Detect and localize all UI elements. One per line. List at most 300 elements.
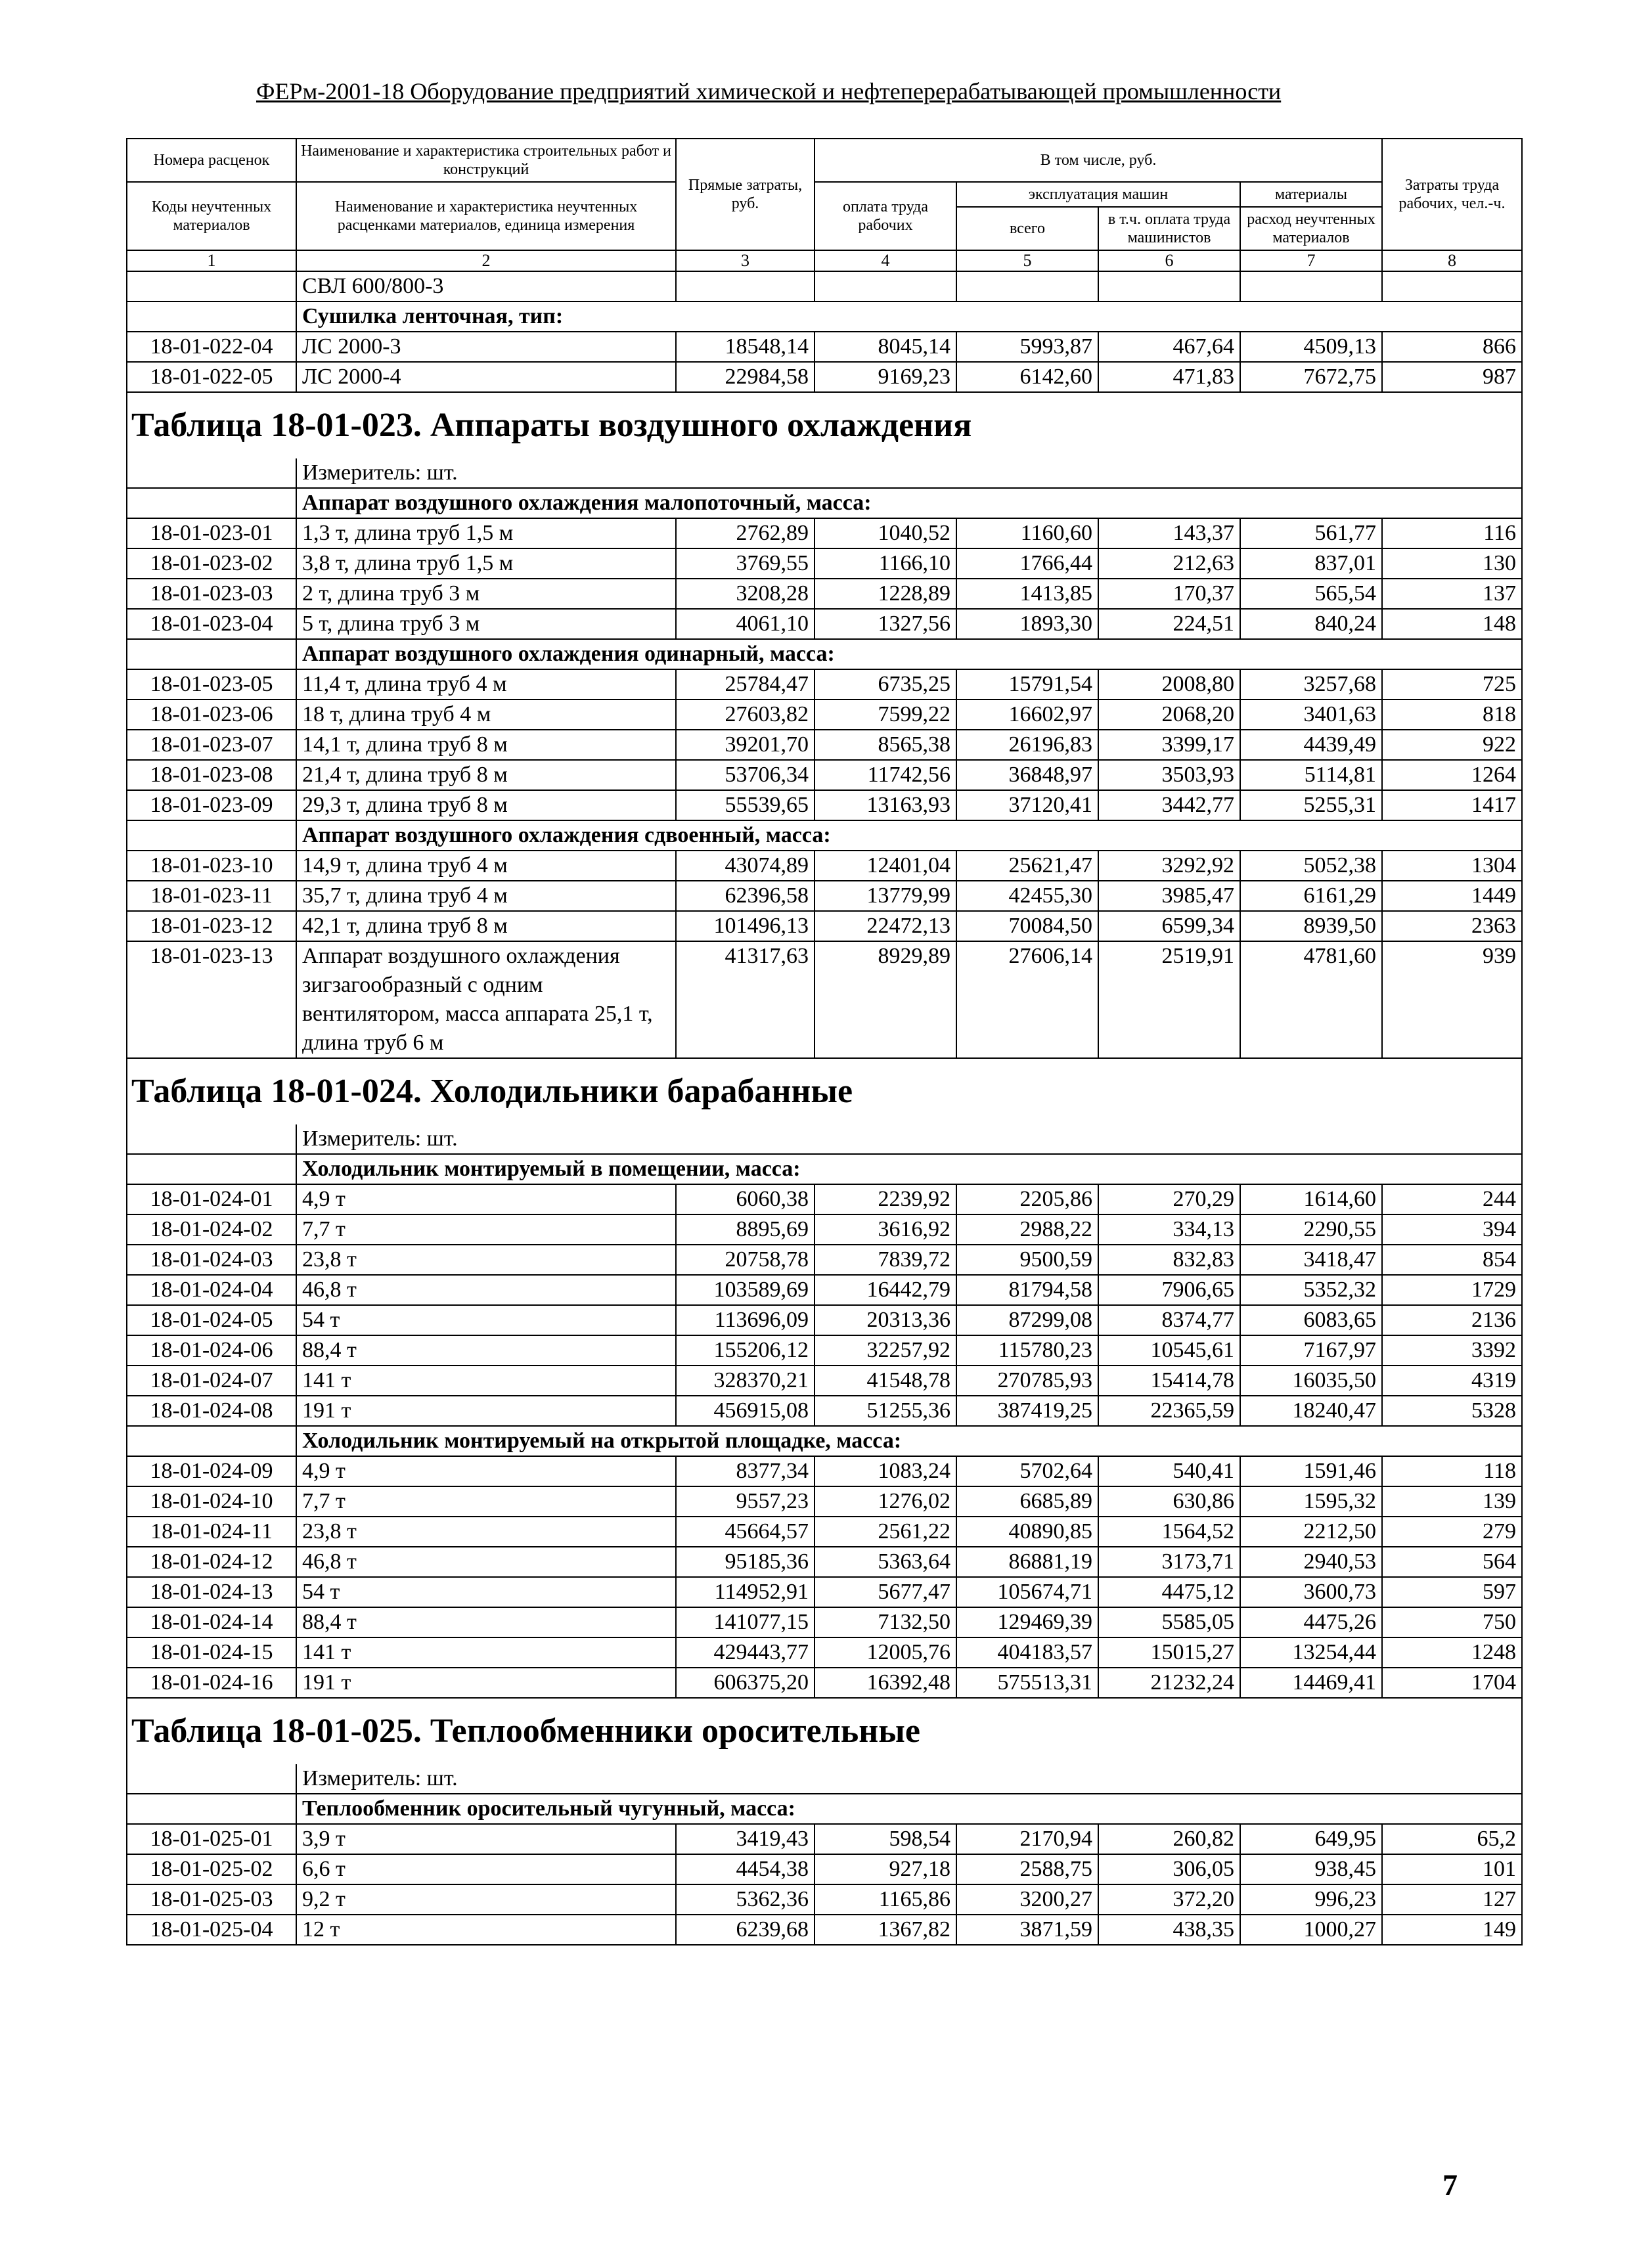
value-cell: 7839,72 [815, 1245, 956, 1275]
table-row [127, 1245, 1522, 1275]
value-cell: 3399,17 [1098, 730, 1240, 760]
value-cell: 3200,27 [956, 1884, 1098, 1915]
rate-code: 18-01-023-10 [127, 851, 296, 881]
value-cell: 456915,08 [676, 1396, 815, 1426]
value-cell: 6239,68 [676, 1915, 815, 1945]
value-cell: 16442,79 [815, 1275, 956, 1305]
rate-code: 18-01-022-04 [127, 332, 296, 362]
value-cell: 1367,82 [815, 1915, 956, 1945]
value-cell: 6735,25 [815, 669, 956, 700]
rate-description: 9,2 т [296, 1884, 676, 1915]
value-cell [956, 271, 1098, 301]
rate-description: 4,9 т [296, 1184, 676, 1214]
table-row [127, 730, 1522, 760]
rate-code: 18-01-023-02 [127, 548, 296, 579]
value-cell: 2068,20 [1098, 700, 1240, 730]
table-row [127, 271, 1522, 301]
value-cell: 27603,82 [676, 700, 815, 730]
value-cell: 130 [1382, 548, 1522, 579]
value-cell: 649,95 [1240, 1824, 1382, 1854]
value-cell: 7672,75 [1240, 362, 1382, 392]
value-cell: 3503,93 [1098, 760, 1240, 790]
measure-unit: Измеритель: шт. [296, 1764, 1522, 1794]
rate-code: 18-01-023-04 [127, 609, 296, 639]
column-number: 8 [1382, 250, 1522, 271]
value-cell: 5363,64 [815, 1547, 956, 1577]
group-heading: Сушилка ленточная, тип: [296, 301, 1522, 332]
group-row [127, 1426, 1522, 1456]
table-row [127, 579, 1522, 609]
value-cell: 116 [1382, 518, 1522, 548]
header-col2-bottom: Наименование и характеристика неучтенных расценками материалов, единица измерения [296, 182, 676, 250]
rate-description: 42,1 т, длина труб 8 м [296, 911, 676, 941]
value-cell: 2940,53 [1240, 1547, 1382, 1577]
value-cell: 438,35 [1098, 1915, 1240, 1945]
group-heading: Холодильник монтируемый в помещении, масса: [296, 1154, 1522, 1184]
value-cell: 4061,10 [676, 609, 815, 639]
table-caption: Таблица 18-01-023. Аппараты воздушного охлаждения [127, 392, 1522, 458]
value-cell: 467,64 [1098, 332, 1240, 362]
value-cell: 143,37 [1098, 518, 1240, 548]
rate-description: 29,3 т, длина труб 8 м [296, 790, 676, 820]
rate-description: СВЛ 600/800-3 [296, 271, 676, 301]
rate-code: 18-01-024-01 [127, 1184, 296, 1214]
rate-description: 88,4 т [296, 1335, 676, 1366]
rate-description: ЛС 2000-3 [296, 332, 676, 362]
value-cell: 5993,87 [956, 332, 1098, 362]
table-caption: Таблица 18-01-025. Теплообменники оросительные [127, 1698, 1522, 1764]
value-cell: 987 [1382, 362, 1522, 392]
table-row [127, 669, 1522, 700]
value-cell: 113696,09 [676, 1305, 815, 1335]
value-cell: 212,63 [1098, 548, 1240, 579]
table-row [127, 1214, 1522, 1245]
value-cell: 25621,47 [956, 851, 1098, 881]
value-cell: 14469,41 [1240, 1668, 1382, 1698]
group-heading: Аппарат воздушного охлаждения малопоточный, масса: [296, 488, 1522, 518]
rate-code: 18-01-023-06 [127, 700, 296, 730]
group-row [127, 639, 1522, 669]
value-cell: 429443,77 [676, 1637, 815, 1668]
value-cell: 1591,46 [1240, 1456, 1382, 1486]
rate-description: 23,8 т [296, 1245, 676, 1275]
value-cell: 1449 [1382, 881, 1522, 911]
value-cell: 1766,44 [956, 548, 1098, 579]
rate-description: 46,8 т [296, 1547, 676, 1577]
value-cell: 2363 [1382, 911, 1522, 941]
value-cell: 5352,32 [1240, 1275, 1382, 1305]
value-cell: 22984,58 [676, 362, 815, 392]
column-number: 4 [815, 250, 956, 271]
value-cell: 2519,91 [1098, 941, 1240, 1058]
value-cell: 2205,86 [956, 1184, 1098, 1214]
value-cell: 224,51 [1098, 609, 1240, 639]
value-cell: 6142,60 [956, 362, 1098, 392]
rate-code: 18-01-024-04 [127, 1275, 296, 1305]
spacer-cell [127, 1154, 296, 1184]
table-row [127, 609, 1522, 639]
measure-row [127, 1124, 1522, 1154]
value-cell: 1040,52 [815, 518, 956, 548]
value-cell: 7132,50 [815, 1607, 956, 1637]
value-cell: 114952,91 [676, 1577, 815, 1607]
column-number: 1 [127, 250, 296, 271]
rate-description: 88,4 т [296, 1607, 676, 1637]
table-row [127, 1517, 1522, 1547]
value-cell: 922 [1382, 730, 1522, 760]
table-row [127, 1335, 1522, 1366]
table-row [127, 1607, 1522, 1637]
value-cell: 5114,81 [1240, 760, 1382, 790]
value-cell: 565,54 [1240, 579, 1382, 609]
group-heading: Аппарат воздушного охлаждения одинарный, масса: [296, 639, 1522, 669]
value-cell: 387419,25 [956, 1396, 1098, 1426]
rate-description: 54 т [296, 1305, 676, 1335]
header-including: В том числе, руб. [815, 139, 1382, 182]
value-cell: 260,82 [1098, 1824, 1240, 1854]
value-cell: 5702,64 [956, 1456, 1098, 1486]
value-cell: 8377,34 [676, 1456, 815, 1486]
value-cell: 32257,92 [815, 1335, 956, 1366]
value-cell: 1614,60 [1240, 1184, 1382, 1214]
column-number-row [127, 250, 1522, 271]
document-title: ФЕРм-2001-18 Оборудование предприятий химической и нефтеперерабатывающей промышленности [256, 78, 1282, 104]
rate-description: 1,3 т, длина труб 1,5 м [296, 518, 676, 548]
spacer-cell [127, 1764, 296, 1794]
column-number: 3 [676, 250, 815, 271]
spacer-cell [127, 488, 296, 518]
value-cell [1240, 271, 1382, 301]
rate-description: 2 т, длина труб 3 м [296, 579, 676, 609]
value-cell: 101 [1382, 1854, 1522, 1884]
value-cell: 22472,13 [815, 911, 956, 941]
value-cell: 1083,24 [815, 1456, 956, 1486]
value-cell: 13254,44 [1240, 1637, 1382, 1668]
value-cell: 3173,71 [1098, 1547, 1240, 1577]
value-cell: 103589,69 [676, 1275, 815, 1305]
value-cell: 6685,89 [956, 1486, 1098, 1517]
table-row [127, 1456, 1522, 1486]
value-cell: 725 [1382, 669, 1522, 700]
spacer-cell [127, 458, 296, 488]
table-row [127, 700, 1522, 730]
value-cell: 3442,77 [1098, 790, 1240, 820]
value-cell: 4509,13 [1240, 332, 1382, 362]
rate-code: 18-01-023-07 [127, 730, 296, 760]
rates-table [126, 138, 1523, 1946]
value-cell: 137 [1382, 579, 1522, 609]
value-cell: 9169,23 [815, 362, 956, 392]
value-cell: 81794,58 [956, 1275, 1098, 1305]
table-row [127, 1396, 1522, 1426]
value-cell: 939 [1382, 941, 1522, 1058]
group-row [127, 820, 1522, 851]
rate-description: 7,7 т [296, 1214, 676, 1245]
page-number: 7 [1442, 2168, 1458, 2202]
value-cell: 840,24 [1240, 609, 1382, 639]
rate-description: 54 т [296, 1577, 676, 1607]
value-cell: 25784,47 [676, 669, 815, 700]
measure-unit: Измеритель: шт. [296, 1124, 1522, 1154]
value-cell: 1704 [1382, 1668, 1522, 1698]
value-cell: 3257,68 [1240, 669, 1382, 700]
header-materials: материалы [1240, 182, 1382, 207]
rate-code: 18-01-025-02 [127, 1854, 296, 1884]
value-cell: 471,83 [1098, 362, 1240, 392]
rate-description: 3,9 т [296, 1824, 676, 1854]
value-cell: 22365,59 [1098, 1396, 1240, 1426]
caption-row [127, 1058, 1522, 1124]
value-cell: 3616,92 [815, 1214, 956, 1245]
rate-description: 191 т [296, 1668, 676, 1698]
rate-description: 7,7 т [296, 1486, 676, 1517]
value-cell: 15015,27 [1098, 1637, 1240, 1668]
value-cell: 7167,97 [1240, 1335, 1382, 1366]
header-labor-costs: Затраты труда рабочих, чел.-ч. [1382, 139, 1522, 250]
value-cell: 2988,22 [956, 1214, 1098, 1245]
value-cell: 40890,85 [956, 1517, 1098, 1547]
value-cell: 16392,48 [815, 1668, 956, 1698]
value-cell: 1729 [1382, 1275, 1522, 1305]
rate-code: 18-01-023-09 [127, 790, 296, 820]
value-cell: 3392 [1382, 1335, 1522, 1366]
value-cell [1098, 271, 1240, 301]
table-row [127, 941, 1522, 1058]
rate-code: 18-01-022-05 [127, 362, 296, 392]
rate-code: 18-01-023-01 [127, 518, 296, 548]
header-row [127, 182, 1522, 207]
value-cell: 3871,59 [956, 1915, 1098, 1945]
value-cell [676, 271, 815, 301]
value-cell: 3769,55 [676, 548, 815, 579]
value-cell: 927,18 [815, 1854, 956, 1884]
value-cell: 55539,65 [676, 790, 815, 820]
table-row [127, 1577, 1522, 1607]
table-row [127, 1305, 1522, 1335]
column-number: 5 [956, 250, 1098, 271]
spacer-cell [127, 639, 296, 669]
value-cell: 598,54 [815, 1824, 956, 1854]
rate-description: 3,8 т, длина труб 1,5 м [296, 548, 676, 579]
value-cell: 37120,41 [956, 790, 1098, 820]
value-cell: 5255,31 [1240, 790, 1382, 820]
value-cell: 16035,50 [1240, 1366, 1382, 1396]
value-cell: 3985,47 [1098, 881, 1240, 911]
rate-description: 141 т [296, 1366, 676, 1396]
value-cell: 4475,26 [1240, 1607, 1382, 1637]
value-cell: 4475,12 [1098, 1577, 1240, 1607]
spacer-cell [127, 820, 296, 851]
value-cell: 866 [1382, 332, 1522, 362]
header-col1-bottom: Коды неучтенных материалов [127, 182, 296, 250]
rate-code: 18-01-024-06 [127, 1335, 296, 1366]
value-cell: 630,86 [1098, 1486, 1240, 1517]
rate-code: 18-01-024-08 [127, 1396, 296, 1426]
value-cell: 155206,12 [676, 1335, 815, 1366]
value-cell: 8939,50 [1240, 911, 1382, 941]
rate-code: 18-01-024-12 [127, 1547, 296, 1577]
value-cell: 1413,85 [956, 579, 1098, 609]
value-cell: 3401,63 [1240, 700, 1382, 730]
value-cell: 270785,93 [956, 1366, 1098, 1396]
rate-code: 18-01-023-13 [127, 941, 296, 1058]
value-cell: 8929,89 [815, 941, 956, 1058]
value-cell: 5052,38 [1240, 851, 1382, 881]
value-cell: 3419,43 [676, 1824, 815, 1854]
value-cell: 8565,38 [815, 730, 956, 760]
table-row [127, 1668, 1522, 1698]
value-cell: 279 [1382, 1517, 1522, 1547]
value-cell: 1165,86 [815, 1884, 956, 1915]
rate-code: 18-01-024-15 [127, 1637, 296, 1668]
table-caption: Таблица 18-01-024. Холодильники барабанные [127, 1058, 1522, 1124]
value-cell: 86881,19 [956, 1547, 1098, 1577]
value-cell: 53706,34 [676, 760, 815, 790]
rate-code: 18-01-024-05 [127, 1305, 296, 1335]
rate-description: 11,4 т, длина труб 4 м [296, 669, 676, 700]
table-row [127, 760, 1522, 790]
value-cell: 2136 [1382, 1305, 1522, 1335]
value-cell: 540,41 [1098, 1456, 1240, 1486]
value-cell: 2212,50 [1240, 1517, 1382, 1547]
rate-code: 18-01-024-03 [127, 1245, 296, 1275]
value-cell: 5585,05 [1098, 1607, 1240, 1637]
header-col2-top: Наименование и характеристика строительных работ и конструкций [296, 139, 676, 182]
value-cell: 118 [1382, 1456, 1522, 1486]
value-cell: 2008,80 [1098, 669, 1240, 700]
value-cell: 8895,69 [676, 1214, 815, 1245]
table-row [127, 1915, 1522, 1945]
rate-description: 14,1 т, длина труб 8 м [296, 730, 676, 760]
value-cell: 2170,94 [956, 1824, 1098, 1854]
header-materials-use: расход неучтенных материалов [1240, 207, 1382, 250]
group-row [127, 488, 1522, 518]
rate-code: 18-01-023-05 [127, 669, 296, 700]
value-cell: 832,83 [1098, 1245, 1240, 1275]
value-cell: 575513,31 [956, 1668, 1098, 1698]
rate-description: ЛС 2000-4 [296, 362, 676, 392]
value-cell: 2290,55 [1240, 1214, 1382, 1245]
value-cell: 606375,20 [676, 1668, 815, 1698]
value-cell: 6060,38 [676, 1184, 815, 1214]
value-cell: 13779,99 [815, 881, 956, 911]
value-cell: 105674,71 [956, 1577, 1098, 1607]
table-row [127, 362, 1522, 392]
header-row [127, 139, 1522, 182]
value-cell: 42455,30 [956, 881, 1098, 911]
value-cell: 1564,52 [1098, 1517, 1240, 1547]
table-row [127, 881, 1522, 911]
value-cell: 70084,50 [956, 911, 1098, 941]
table-row [127, 1854, 1522, 1884]
value-cell: 938,45 [1240, 1854, 1382, 1884]
value-cell: 2239,92 [815, 1184, 956, 1214]
rate-code: 18-01-024-07 [127, 1366, 296, 1396]
value-cell: 11742,56 [815, 760, 956, 790]
value-cell: 1160,60 [956, 518, 1098, 548]
table-row [127, 1184, 1522, 1214]
value-cell: 15791,54 [956, 669, 1098, 700]
table-row [127, 1824, 1522, 1854]
spacer-cell [127, 271, 296, 301]
value-cell: 6083,65 [1240, 1305, 1382, 1335]
value-cell: 6161,29 [1240, 881, 1382, 911]
header-direct-costs: Прямые затраты, руб. [676, 139, 815, 250]
value-cell: 372,20 [1098, 1884, 1240, 1915]
rate-code: 18-01-023-03 [127, 579, 296, 609]
value-cell: 1276,02 [815, 1486, 956, 1517]
value-cell: 21232,24 [1098, 1668, 1240, 1698]
caption-row [127, 392, 1522, 458]
header-machines-total: всего [956, 207, 1098, 250]
value-cell: 1893,30 [956, 609, 1098, 639]
value-cell: 95185,36 [676, 1547, 815, 1577]
value-cell: 306,05 [1098, 1854, 1240, 1884]
rate-code: 18-01-024-09 [127, 1456, 296, 1486]
value-cell: 996,23 [1240, 1884, 1382, 1915]
table-row [127, 1486, 1522, 1517]
value-cell: 15414,78 [1098, 1366, 1240, 1396]
value-cell: 41548,78 [815, 1366, 956, 1396]
value-cell: 404183,57 [956, 1637, 1098, 1668]
value-cell: 564 [1382, 1547, 1522, 1577]
value-cell: 750 [1382, 1607, 1522, 1637]
group-heading: Аппарат воздушного охлаждения сдвоенный, масса: [296, 820, 1522, 851]
value-cell: 1166,10 [815, 548, 956, 579]
value-cell: 9500,59 [956, 1245, 1098, 1275]
rate-description: Аппарат воздушного охлаждения зигзагообразный с одним вентилятором, масса аппарата 25,1 т, длина труб 6 м [296, 941, 676, 1058]
value-cell: 3600,73 [1240, 1577, 1382, 1607]
group-heading: Холодильник монтируемый на открытой площадке, масса: [296, 1426, 1522, 1456]
value-cell: 4781,60 [1240, 941, 1382, 1058]
rate-description: 14,9 т, длина труб 4 м [296, 851, 676, 881]
table-row [127, 548, 1522, 579]
rate-description: 6,6 т [296, 1854, 676, 1884]
value-cell: 65,2 [1382, 1824, 1522, 1854]
rate-description: 12 т [296, 1915, 676, 1945]
value-cell: 1228,89 [815, 579, 956, 609]
value-cell: 127 [1382, 1884, 1522, 1915]
rate-code: 18-01-025-04 [127, 1915, 296, 1945]
group-row [127, 301, 1522, 332]
value-cell: 5328 [1382, 1396, 1522, 1426]
value-cell: 244 [1382, 1184, 1522, 1214]
value-cell: 41317,63 [676, 941, 815, 1058]
rate-code: 18-01-024-02 [127, 1214, 296, 1245]
measure-unit: Измеритель: шт. [296, 458, 1522, 488]
header-workers-pay: оплата труда рабочих [815, 182, 956, 250]
rate-description: 21,4 т, длина труб 8 м [296, 760, 676, 790]
table-row [127, 851, 1522, 881]
value-cell: 170,37 [1098, 579, 1240, 609]
rate-code: 18-01-024-13 [127, 1577, 296, 1607]
table-row [127, 1366, 1522, 1396]
spacer-cell [127, 1794, 296, 1824]
measure-row [127, 1764, 1522, 1794]
rate-code: 18-01-023-12 [127, 911, 296, 941]
value-cell: 12401,04 [815, 851, 956, 881]
rate-description: 23,8 т [296, 1517, 676, 1547]
value-cell: 8374,77 [1098, 1305, 1240, 1335]
value-cell: 62396,58 [676, 881, 815, 911]
rate-code: 18-01-023-08 [127, 760, 296, 790]
value-cell: 597 [1382, 1577, 1522, 1607]
value-cell: 818 [1382, 700, 1522, 730]
value-cell: 4319 [1382, 1366, 1522, 1396]
rate-code: 18-01-024-16 [127, 1668, 296, 1698]
value-cell: 87299,08 [956, 1305, 1098, 1335]
spacer-cell [127, 1124, 296, 1154]
